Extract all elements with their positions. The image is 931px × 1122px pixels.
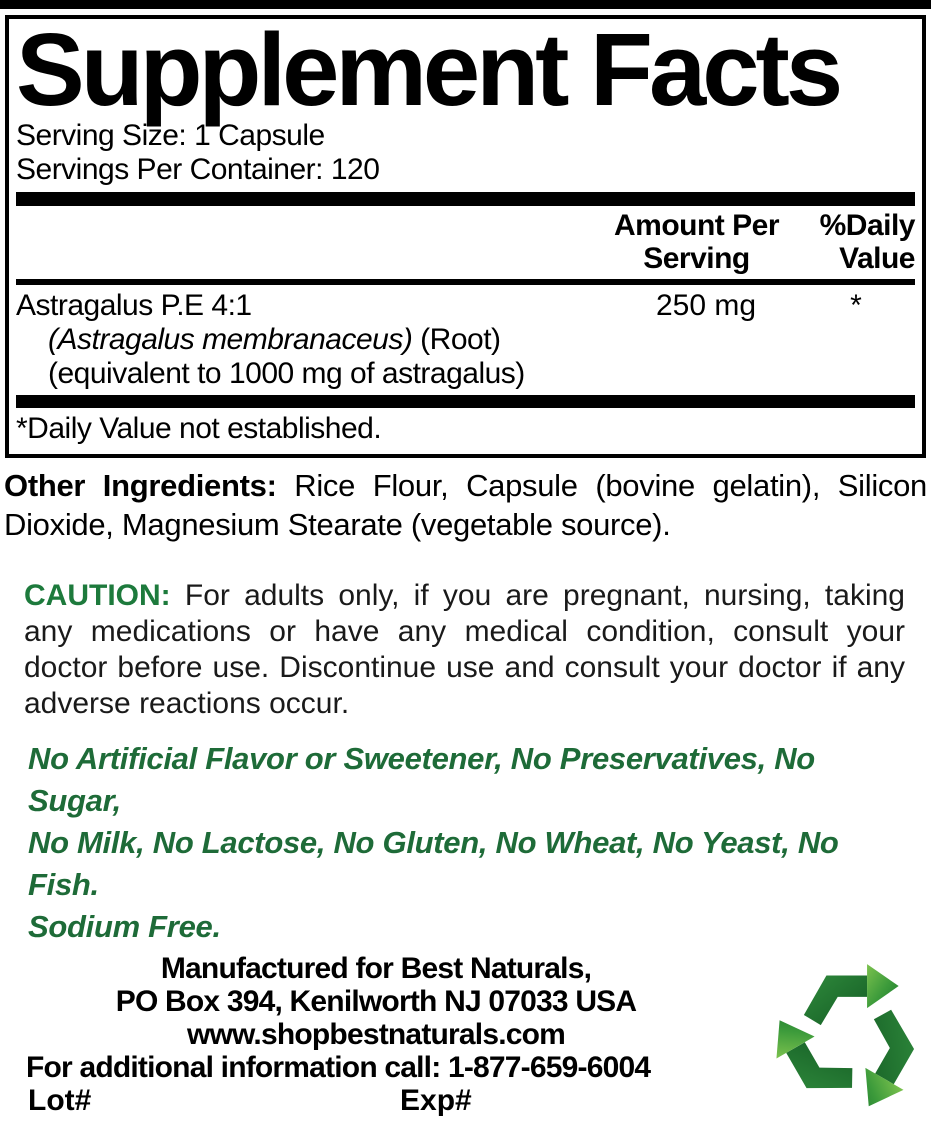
other-ingredients-text: Rice Flour, Capsule (bovine gelatin), Silicon Dioxide, Magnesium Stearate (vegetable source). [4, 468, 927, 542]
servings-per-container: Servings Per Container: 120 [16, 153, 380, 186]
ingredient-equivalent-line: (equivalent to 1000 mg of astragalus) [48, 357, 525, 390]
divider-thick-top [16, 192, 915, 206]
claims-block [28, 738, 911, 948]
exp-label: Exp# [400, 1084, 472, 1117]
phone-line: For additional information call: 1-877-659-6004 [26, 1051, 651, 1084]
address-line: PO Box 394, Kenilworth NJ 07033 USA [115, 985, 637, 1018]
other-ingredients [4, 466, 927, 544]
footer [0, 952, 931, 1122]
amount-header-line2: Serving [643, 242, 750, 275]
caution-paragraph [24, 578, 905, 722]
other-ingredients-label: Other Ingredients: [4, 468, 277, 503]
dv-header-line1: %Daily [819, 209, 915, 242]
ingredient-latin-line [16, 323, 915, 357]
caution-text: For adults only, if you are pregnant, nursing, taking any medications or have any medical condition, consult your doctor before use. Discontinue use and consult your doctor if any adverse reactions occur. [24, 579, 905, 720]
ingredient-plant-part: (Root) [412, 323, 501, 356]
ingredient-latin-name: (Astragalus membranaceus) [48, 323, 413, 356]
serving-size: Serving Size: 1 Capsule [16, 119, 325, 152]
ingredient-row [16, 285, 915, 323]
supplement-facts-panel [5, 12, 926, 458]
lot-label: Lot# [28, 1084, 92, 1117]
caution-label: CAUTION: [24, 579, 171, 612]
ingredient-name: Astragalus P.E 4:1 [16, 289, 252, 322]
facts-title: Supplement Facts [16, 12, 840, 127]
recycle-icon [773, 954, 925, 1112]
manufactured-line: Manufactured for Best Naturals, [160, 952, 592, 985]
claims-line-3: Sodium Free. [28, 909, 221, 944]
divider-thick-bottom [16, 395, 915, 408]
top-black-bar [0, 0, 931, 9]
facts-header-row [16, 206, 915, 279]
ingredient-daily-value: * [850, 289, 862, 322]
claims-line-2: No Milk, No Lactose, No Gluten, No Wheat, No Yeast, No Fish. [28, 825, 839, 902]
claims-line-1: No Artificial Flavor or Sweetener, No Preservatives, No Sugar, [28, 741, 815, 818]
daily-value-footnote: *Daily Value not established. [16, 412, 382, 445]
amount-header-line1: Amount Per [613, 209, 779, 242]
dv-header-line2: Value [839, 242, 915, 275]
daily-value-header [797, 209, 915, 275]
website-line: www.shopbestnaturals.com [186, 1018, 566, 1051]
amount-per-serving-header [614, 209, 779, 275]
ingredient-amount: 250 mg [655, 289, 757, 322]
